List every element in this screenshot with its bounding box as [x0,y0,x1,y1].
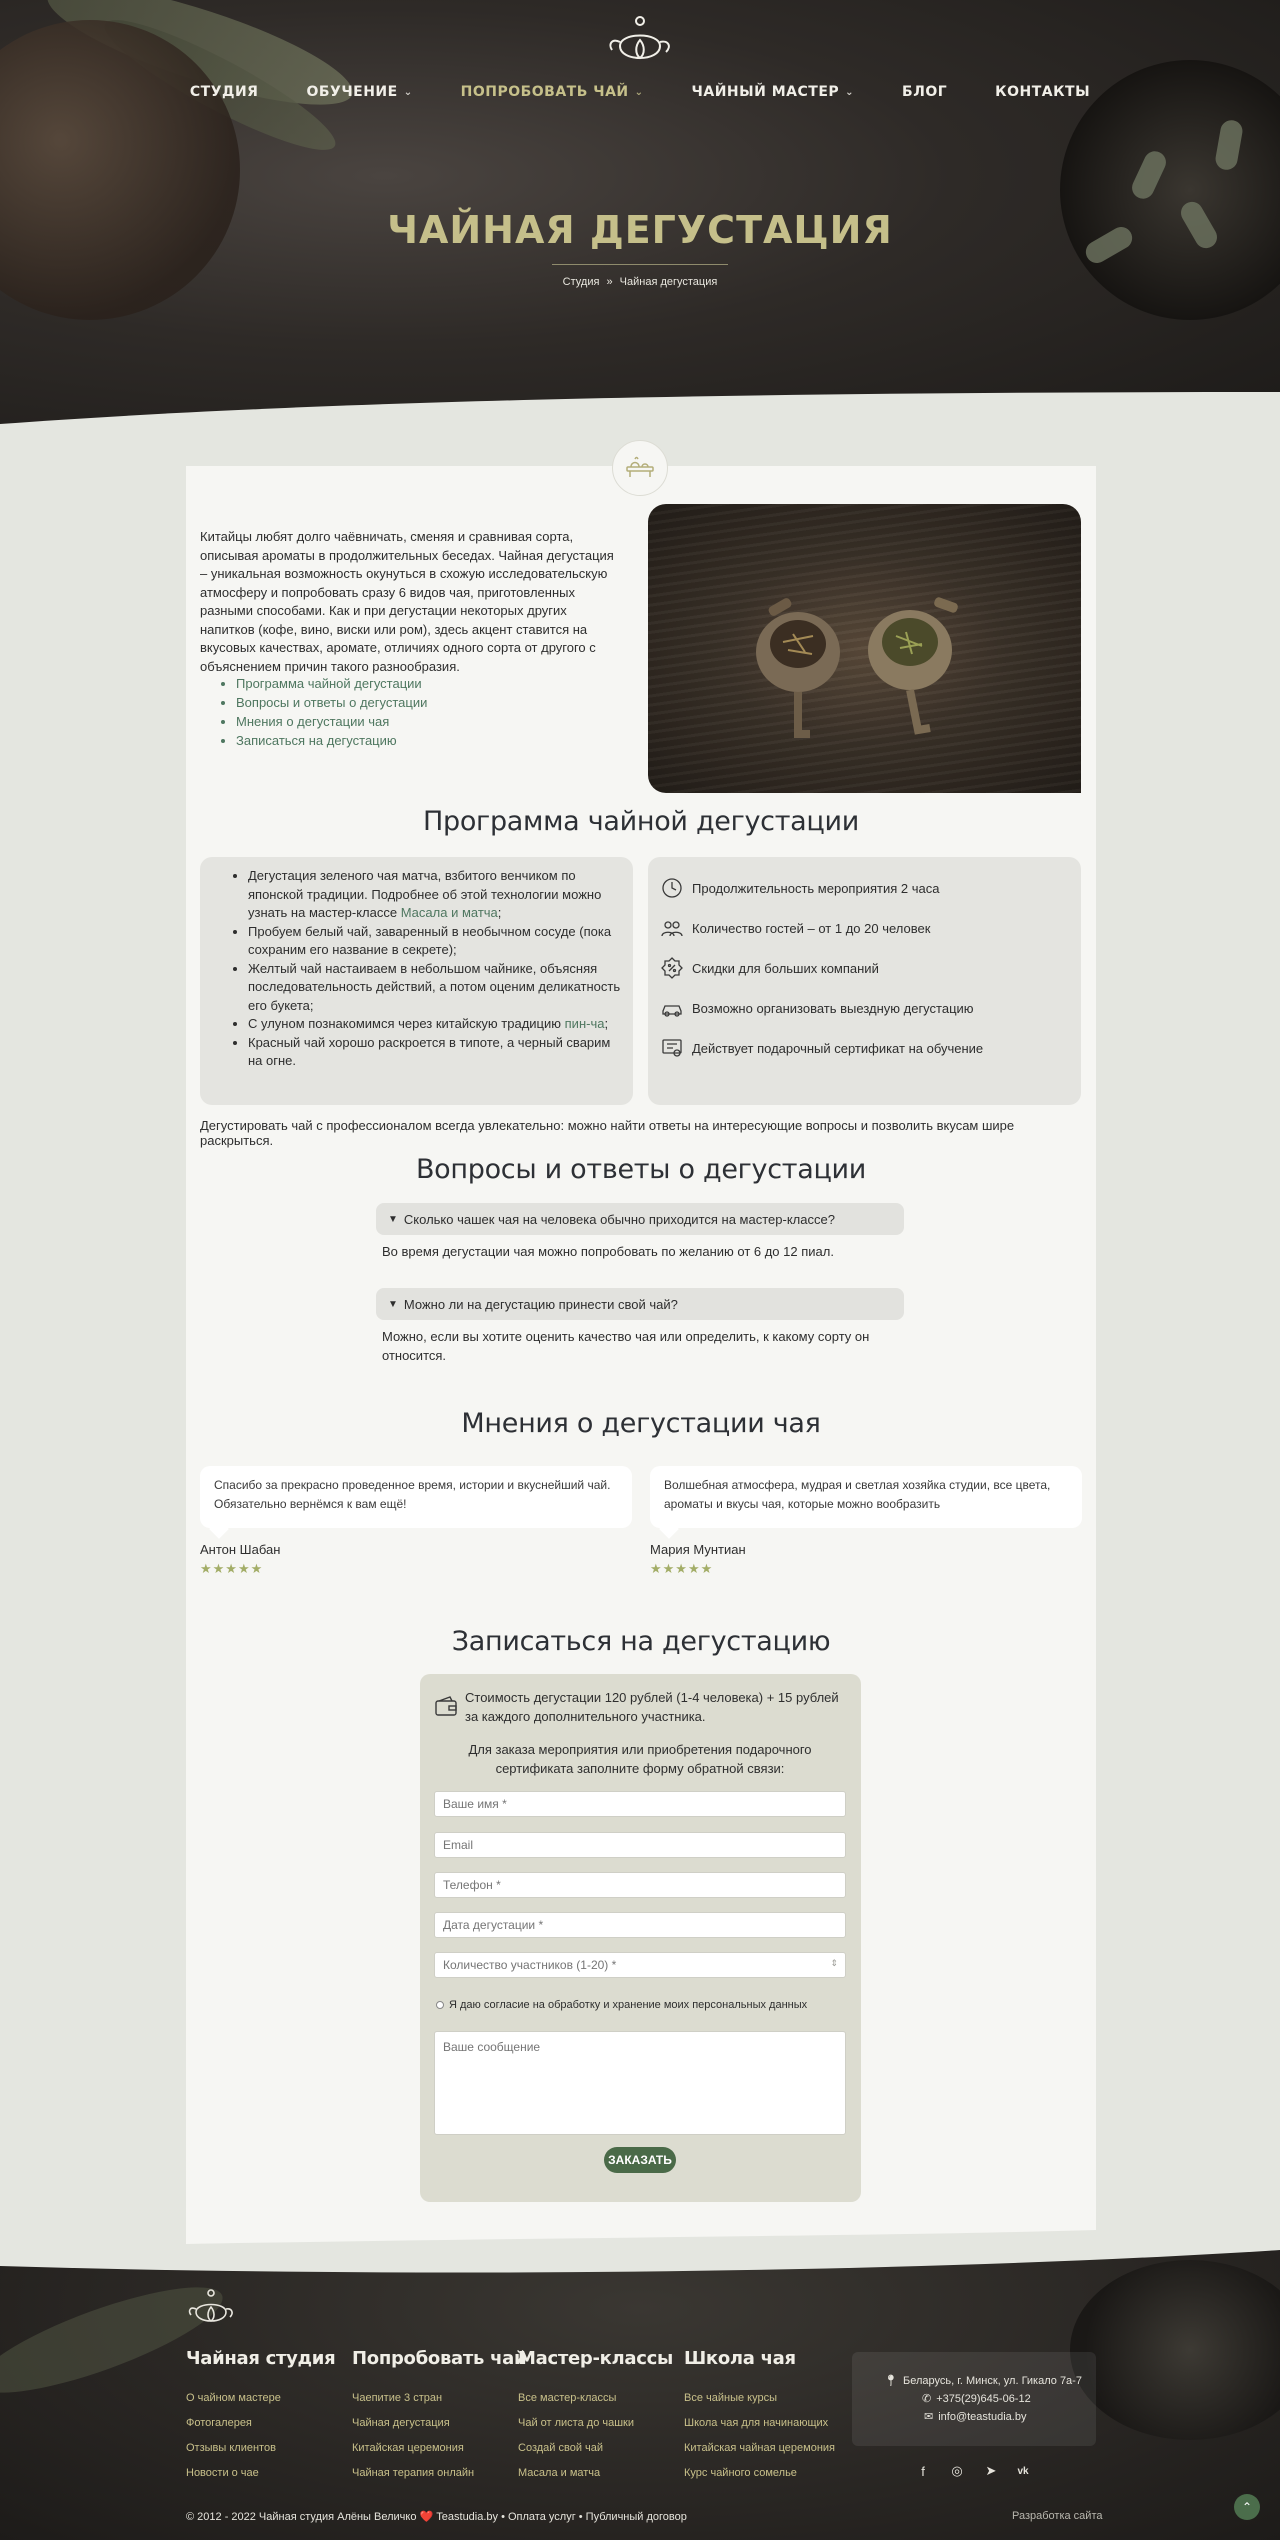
nav-item[interactable]: КОНТАКТЫ [995,84,1091,100]
toc-item [236,674,427,693]
nav-item[interactable]: БЛОГ [902,84,948,100]
feature-item: Возможно организовать выездную дегустацию [660,988,1080,1028]
feature-item: Продолжительность мероприятия 2 часа [660,868,1080,908]
section-title-program: Программа чайной дегустации [423,806,859,837]
table-of-contents [222,674,427,750]
spinner-icon[interactable]: ⇕ [830,1958,838,1968]
features-list [660,868,1080,1068]
review-author: Антон Шабан [200,1542,281,1557]
footer-column-title: Чайная студия [186,2348,336,2369]
contact-address: 📍︎ Беларусь, г. Минск, ул. Гикало 7а-7 [884,2374,1082,2387]
message-textarea[interactable] [434,2031,846,2135]
footer-link[interactable]: Китайская церемония [352,2442,464,2454]
copyright: © 2012 - 2022 Чайная студия Алёны Величко ❤️ Teastudia.by • Оплата услуг • Публичный договор [186,2511,687,2523]
faq-answer: Можно, если вы хотите оценить качество чая или определить, к какому сорту он относится. [382,1329,870,1363]
toc-link-faq[interactable]: Вопросы и ответы о дегустации [236,695,428,710]
review-bubble: Волшебная атмосфера, мудрая и светлая хозяйка студии, все цвета, ароматы и вкусы чая, которые можно вообразить [650,1466,1082,1528]
guests-icon [660,916,684,940]
contact-phone[interactable]: ✆ +375(29)645-06-12 [922,2392,1031,2405]
footer-link[interactable]: Фотогалерея [186,2417,252,2429]
chevron-up-icon: ⌃ [1241,2500,1253,2514]
footer-link[interactable]: Чайная дегустация [352,2417,450,2429]
footer-link[interactable]: Отзывы клиентов [186,2442,276,2454]
program-item: • С улуном познакомимся через китайскую традицию пин-ча; [248,1015,623,1034]
discount-icon [660,956,684,980]
feature-item: Скидки для больших компаний [660,948,1080,988]
map-pin-icon: 📍︎ [884,2375,898,2387]
phone-icon: ✆ [922,2393,932,2405]
program-item: • Желтый чай настаиваем в небольшом чайнике, объясняя последовательность действий, а потом оценим деликатность его букета; [248,960,623,1016]
heart-icon: ❤️ [419,2511,434,2523]
footer-link[interactable]: Курс чайного сомелье [684,2467,797,2479]
footer-wave [0,2244,1280,2284]
consent-label: Я даю согласие на обработку и хранение моих персональных данных [449,1999,808,2011]
footer-column-title: Мастер-классы [518,2348,673,2369]
email-input[interactable] [434,1832,846,1858]
review-author: Мария Мунтиан [650,1542,746,1557]
toc-link-booking[interactable]: Записаться на дегустацию [236,733,397,748]
footer-link[interactable]: Китайская чайная церемония [684,2442,835,2454]
submit-button[interactable]: ЗАКАЗАТЬ [604,2147,676,2173]
price-text: Стоимость дегустации 120 рублей (1-4 человека) + 15 рублей за каждого дополнительного участника. [465,1690,839,1724]
faq-question-text: Можно ли на дегустацию принести свой чай? [403,1296,678,1312]
intro-text: Китайцы любят долго чаёвничать, сменяя и сравнивая сорта, описывая ароматы в продолжительных беседах. Чайная дегустация – уникальная возможность окунуться в схожую исследовательскую атмосферу и попробовать сразу 6 видов чая, приготовленных разными способами. Как и при дегустации некоторых других напитков (кофе, вино, виски или ром), здесь акцент ставится на вкусовых качествах, аромате, отличиях одного сорта от другого с объяснением причин такого разнообразия. [200,529,614,674]
nav-item[interactable]: СТУДИЯ [189,84,259,100]
mail-icon: ✉ [924,2411,934,2423]
toc-link-program[interactable]: Программа чайной дегустации [236,676,422,691]
toc-link-reviews[interactable]: Мнения о дегустации чая [236,714,390,729]
page-title: ЧАЙНАЯ ДЕГУСТАЦИЯ [387,208,893,252]
section-title-reviews: Мнения о дегустации чая [461,1408,821,1439]
footer-link[interactable]: Масала и матча [518,2467,601,2479]
tea-set-icon [624,455,656,481]
logo-icon[interactable] [602,12,678,72]
chevron-down-icon: ⌄ [403,86,413,98]
review-bubble: Спасибо за прекрасно проведенное время, истории и вкуснейший чай. Обязательно вернёмся к вам ещё! [200,1466,632,1528]
program-item-link[interactable]: Масала и матча [400,905,498,920]
feature-item: Количество гостей – от 1 до 20 человек [660,908,1080,948]
title-divider [552,264,728,265]
radio-icon[interactable] [436,2001,444,2009]
wallet-icon [434,1694,458,1718]
rating-stars: ★★★★★ [200,1561,264,1576]
consent-checkbox[interactable] [436,1999,807,2011]
feature-item: Действует подарочный сертификат на обучение [660,1028,1080,1068]
program-item: • Пробуем белый чай, заваренный в необычном сосуде (пока сохраним его название в секрете); [248,923,623,960]
footer-logo-icon[interactable] [184,2286,238,2332]
section-title-booking: Записаться на дегустацию [451,1626,831,1657]
program-item: • Дегустация зеленого чая матча, взбитого венчиком по японской традиции. Подробнее об этой технологии можно узнать на мастер-классе Масала и матча; [248,867,623,923]
faq-answer: Во время дегустации чая можно попробовать по желанию от 6 до 12 пиал. [382,1244,834,1259]
nav-item[interactable]: ПОПРОБОВАТЬ ЧАЙ ⌄ [460,84,644,100]
scroll-to-top-button[interactable] [1234,2494,1260,2520]
chevron-down-icon: ⌄ [634,86,644,98]
program-item: • Красный чай хорошо раскроется в типоте, а черный сварим на огне. [248,1034,623,1071]
footer-link[interactable]: Чаепитие 3 стран [352,2392,443,2404]
main-nav [0,78,1280,106]
section-title-faq: Вопросы и ответы о дегустации [415,1154,867,1185]
breadcrumb [0,276,1280,288]
nav-item[interactable]: ЧАЙНЫЙ МАСТЕР ⌄ [691,84,855,100]
count-input[interactable] [434,1952,846,1978]
breadcrumb-home-link[interactable]: Студия [562,276,600,288]
program-list [248,867,623,1071]
facebook-icon[interactable]: f [921,2463,925,2479]
footer-column-title: Попробовать чай [352,2348,527,2369]
date-input[interactable] [434,1912,846,1938]
footer-column-title: Школа чая [684,2348,796,2369]
developer-link[interactable]: Разработка сайта [1012,2510,1103,2522]
footer-link[interactable]: Все мастер-классы [518,2392,617,2404]
telegram-icon[interactable]: ➤ [985,2463,997,2478]
tea-bowl-image [1070,2260,1280,2440]
order-note: Для заказа мероприятия или приобретения подарочного сертификата заполните форму обратной связи: [468,1742,812,1776]
instagram-icon[interactable]: ◎ [951,2463,963,2478]
name-input[interactable] [434,1791,846,1817]
program-note: Дегустировать чай с профессионалом всегда увлекательно: можно найти ответы на интересующие вопросы и позволить вкусам шире раскрыться. [200,1118,1015,1148]
faq-question[interactable] [376,1203,904,1235]
certificate-icon [660,1036,684,1060]
triangle-down-icon: ▼ [388,1298,398,1310]
footer-link[interactable]: О чайном мастере [186,2392,281,2404]
phone-input[interactable] [434,1872,846,1898]
faq-question[interactable] [376,1288,904,1320]
breadcrumb-current: Чайная дегустация [619,276,718,288]
tea-set-badge [612,440,668,496]
car-icon [660,996,684,1020]
clock-icon [660,876,684,900]
vk-icon[interactable]: vk [1017,2465,1029,2477]
program-item-link[interactable]: пин-ча [564,1016,605,1031]
footer-link[interactable]: Чайная терапия онлайн [352,2467,475,2479]
contact-email[interactable]: ✉ info@teastudia.by [924,2410,1027,2423]
footer-link[interactable]: Новости о чае [186,2467,259,2479]
footer-link[interactable]: Создай свой чай [518,2442,604,2454]
triangle-down-icon: ▼ [388,1213,398,1225]
breadcrumb-separator: » [606,276,613,288]
toc-item [236,731,427,750]
footer-link[interactable]: Школа чая для начинающих [684,2417,829,2429]
footer-link[interactable]: Чай от листа до чашки [518,2417,634,2429]
faq-question-text: Сколько чашек чая на человека обычно приходится на мастер-классе? [403,1211,835,1227]
toc-item [236,712,427,731]
rating-stars: ★★★★★ [650,1561,714,1576]
teapots-photo [648,504,1081,793]
chevron-down-icon: ⌄ [845,86,855,98]
count-stepper [434,1952,846,1978]
footer-link[interactable]: Все чайные курсы [684,2392,777,2404]
toc-item [236,693,427,712]
nav-item[interactable]: ОБУЧЕНИЕ ⌄ [306,84,413,100]
